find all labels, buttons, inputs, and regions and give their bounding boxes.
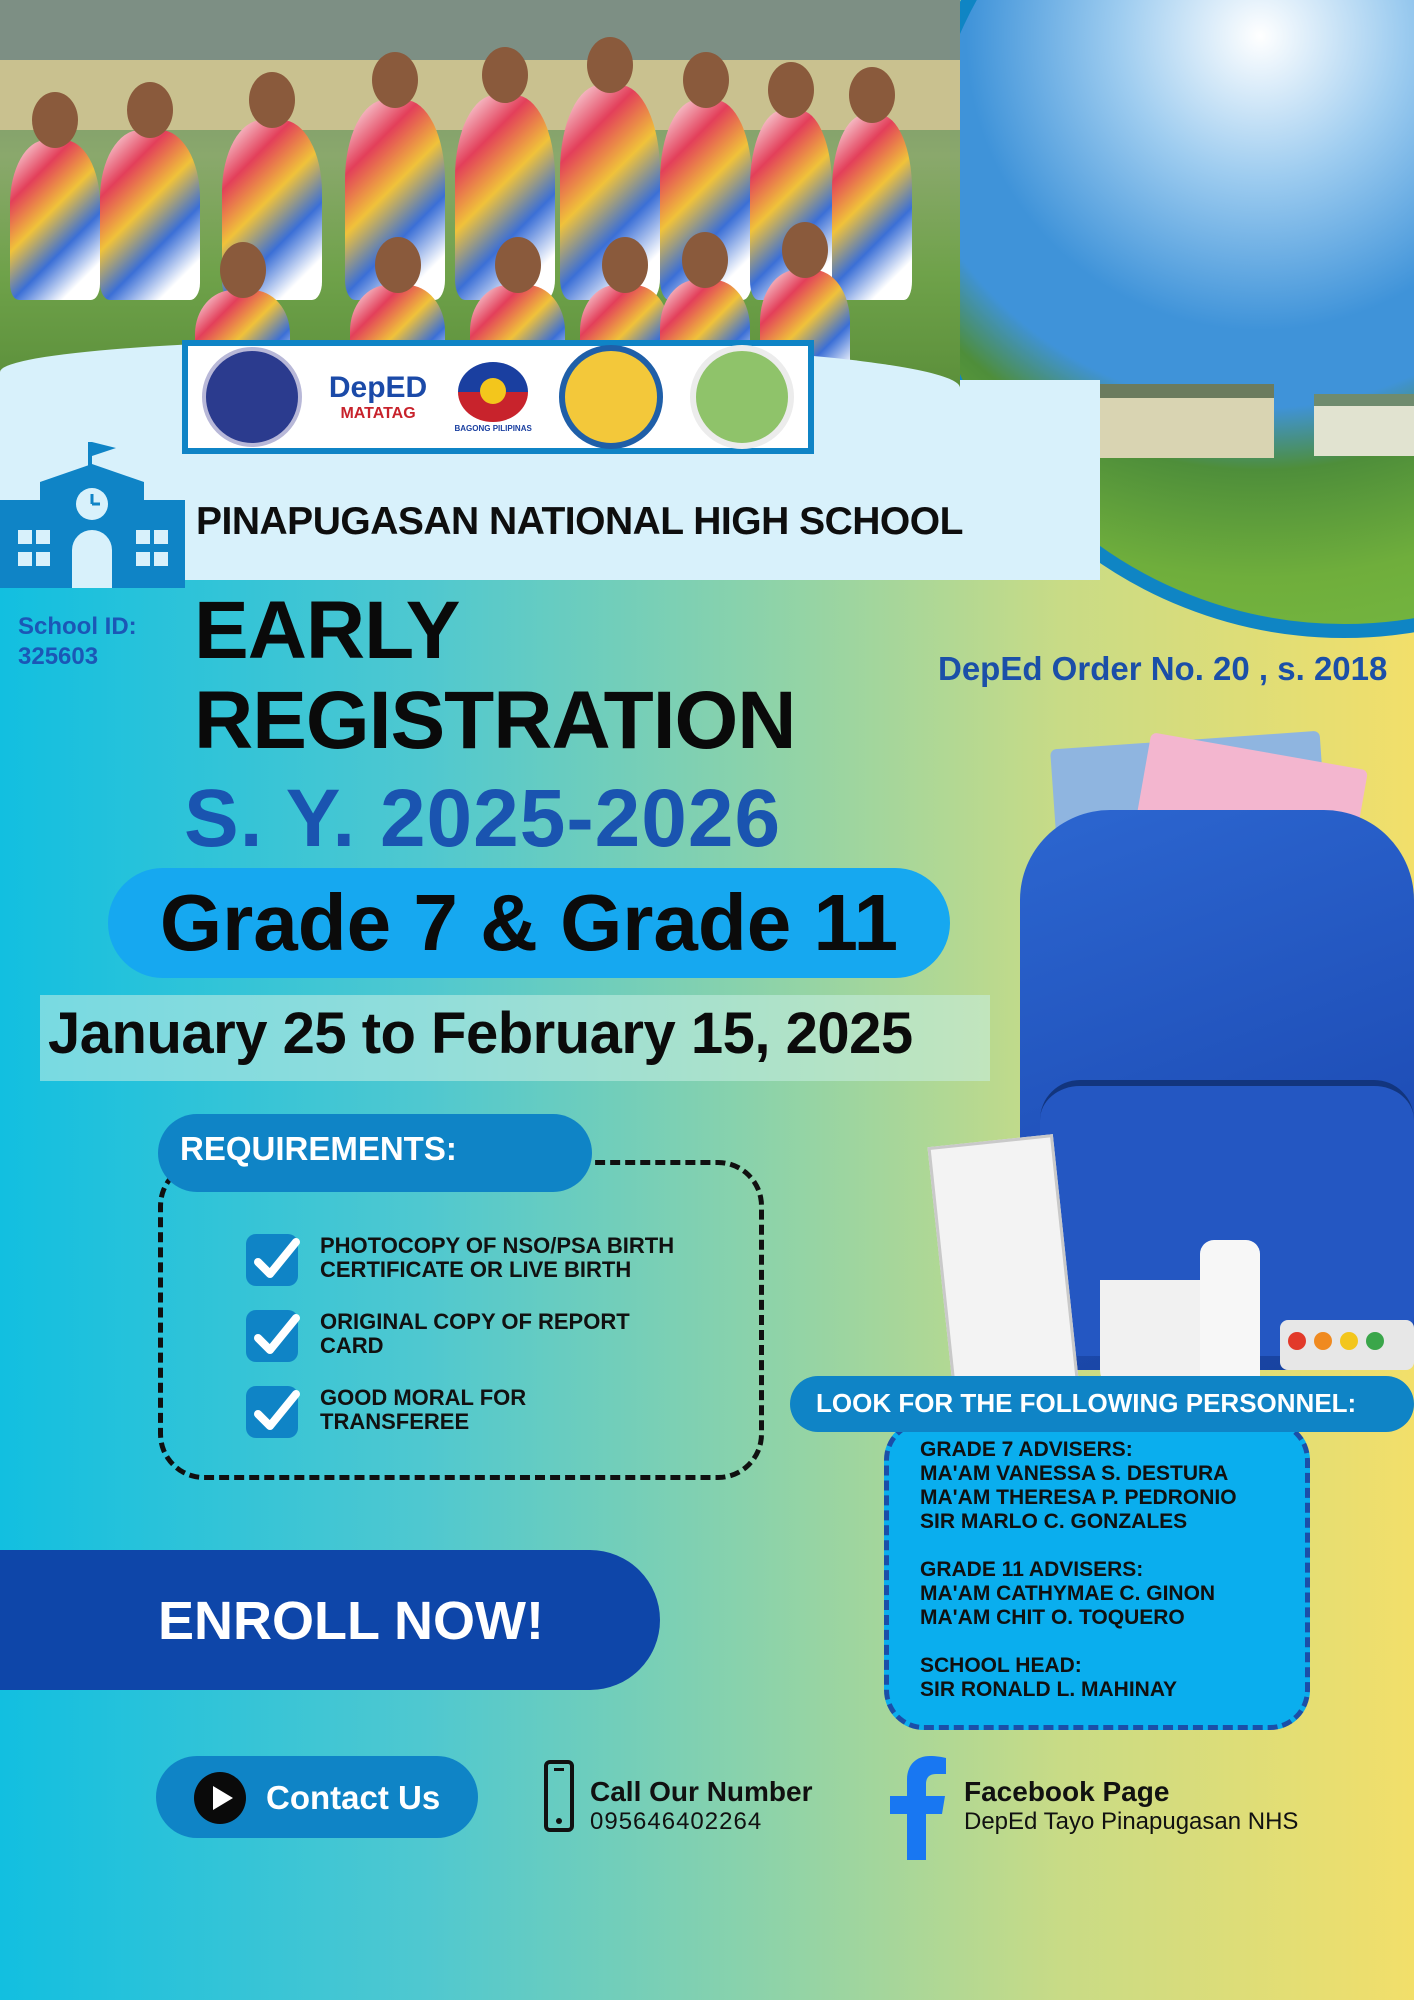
enroll-now-label[interactable]: ENROLL NOW! <box>158 1591 544 1651</box>
matatag-logo-text: MATATAG <box>340 405 416 422</box>
adviser-name: MA'AM CATHYMAE C. GINON <box>920 1582 1216 1605</box>
title-line-1: EARLY <box>194 585 460 676</box>
requirement-line: CERTIFICATE OR LIVE BIRTH <box>320 1257 632 1282</box>
student-figure <box>832 115 912 300</box>
requirement-line: PHOTOCOPY OF NSO/PSA BIRTH <box>320 1233 675 1258</box>
adviser-name: MA'AM CHIT O. TOQUERO <box>920 1606 1185 1629</box>
school-id-value: 325603 <box>18 643 99 670</box>
requirement-item <box>246 1234 720 1286</box>
main-title <box>194 586 795 766</box>
requirements-title: REQUIREMENTS: <box>180 1130 457 1167</box>
personnel-title: LOOK FOR THE FOLLOWING PERSONNEL: <box>816 1388 1357 1418</box>
school-building-icon <box>0 442 185 588</box>
personnel-list <box>920 1438 1237 1702</box>
school-name: PINAPUGASAN NATIONAL HIGH SCHOOL <box>196 500 963 543</box>
grade11-advisers-label: GRADE 11 ADVISERS: <box>920 1558 1144 1581</box>
facebook-page-title: Facebook Page <box>964 1776 1170 1807</box>
checkmark-icon <box>246 1310 298 1362</box>
requirement-item <box>246 1386 720 1438</box>
grade-levels: Grade 7 & Grade 11 <box>159 878 899 967</box>
school-id-label: School ID: <box>18 613 137 640</box>
checkmark-icon <box>246 1386 298 1438</box>
students-photo <box>0 0 960 390</box>
phone-icon <box>544 1760 574 1832</box>
title-line-2: REGISTRATION <box>194 675 796 766</box>
deped-seal-logo <box>202 347 302 447</box>
adviser-name: SIR MARLO C. GONZALES <box>920 1510 1188 1533</box>
school-id <box>18 612 137 672</box>
requirement-line: GOOD MORAL FOR <box>320 1385 527 1410</box>
deped-logo-text: DepED <box>328 371 428 404</box>
adviser-name: MA'AM VANESSA S. DESTURA <box>920 1462 1229 1485</box>
call-number-value[interactable]: 095646402264 <box>590 1808 763 1835</box>
contact-us-label[interactable]: Contact Us <box>266 1779 441 1816</box>
deped-order: DepEd Order No. 20 , s. 2018 <box>938 650 1388 687</box>
play-icon[interactable] <box>194 1772 246 1824</box>
student-figure <box>100 130 200 300</box>
checkmark-icon <box>246 1234 298 1286</box>
bagong-pilipinas-logo <box>454 362 531 433</box>
school-year: S. Y. 2025-2026 <box>184 773 782 864</box>
facebook-page-name[interactable]: DepEd Tayo Pinapugasan NHS <box>964 1808 1299 1835</box>
requirement-label <box>320 1234 720 1282</box>
requirement-label <box>320 1310 720 1358</box>
adviser-name: MA'AM THERESA P. PEDRONIO <box>920 1486 1237 1509</box>
bagong-pilipinas-text: BAGONG PILIPINAS <box>454 423 532 433</box>
pencil-cup <box>1100 1280 1210 1390</box>
requirement-label <box>320 1386 720 1434</box>
requirement-line: TRANSFEREE <box>320 1409 470 1434</box>
glue-bottle <box>1200 1240 1260 1390</box>
backpack-illustration <box>930 720 1414 1400</box>
division-seal-logo <box>559 345 663 449</box>
school-seal-logo <box>690 345 794 449</box>
school-head-label: SCHOOL HEAD: <box>920 1654 1082 1677</box>
deped-matatag-logo <box>329 371 427 423</box>
requirement-line: ORIGINAL COPY OF REPORT <box>320 1309 630 1334</box>
notebook-white <box>927 1134 1078 1392</box>
grade7-advisers-label: GRADE 7 ADVISERS: <box>920 1438 1133 1461</box>
facebook-icon[interactable] <box>888 1756 948 1860</box>
school-head-name: SIR RONALD L. MAHINAY <box>920 1678 1178 1701</box>
call-number-title: Call Our Number <box>590 1776 813 1807</box>
requirement-item <box>246 1310 720 1362</box>
registration-dates: January 25 to February 15, 2025 <box>48 1001 913 1066</box>
logos-strip <box>182 340 814 454</box>
campus-building-small <box>1314 394 1414 456</box>
paint-set <box>1280 1320 1414 1370</box>
student-figure <box>10 140 100 300</box>
requirement-line: CARD <box>320 1333 384 1358</box>
